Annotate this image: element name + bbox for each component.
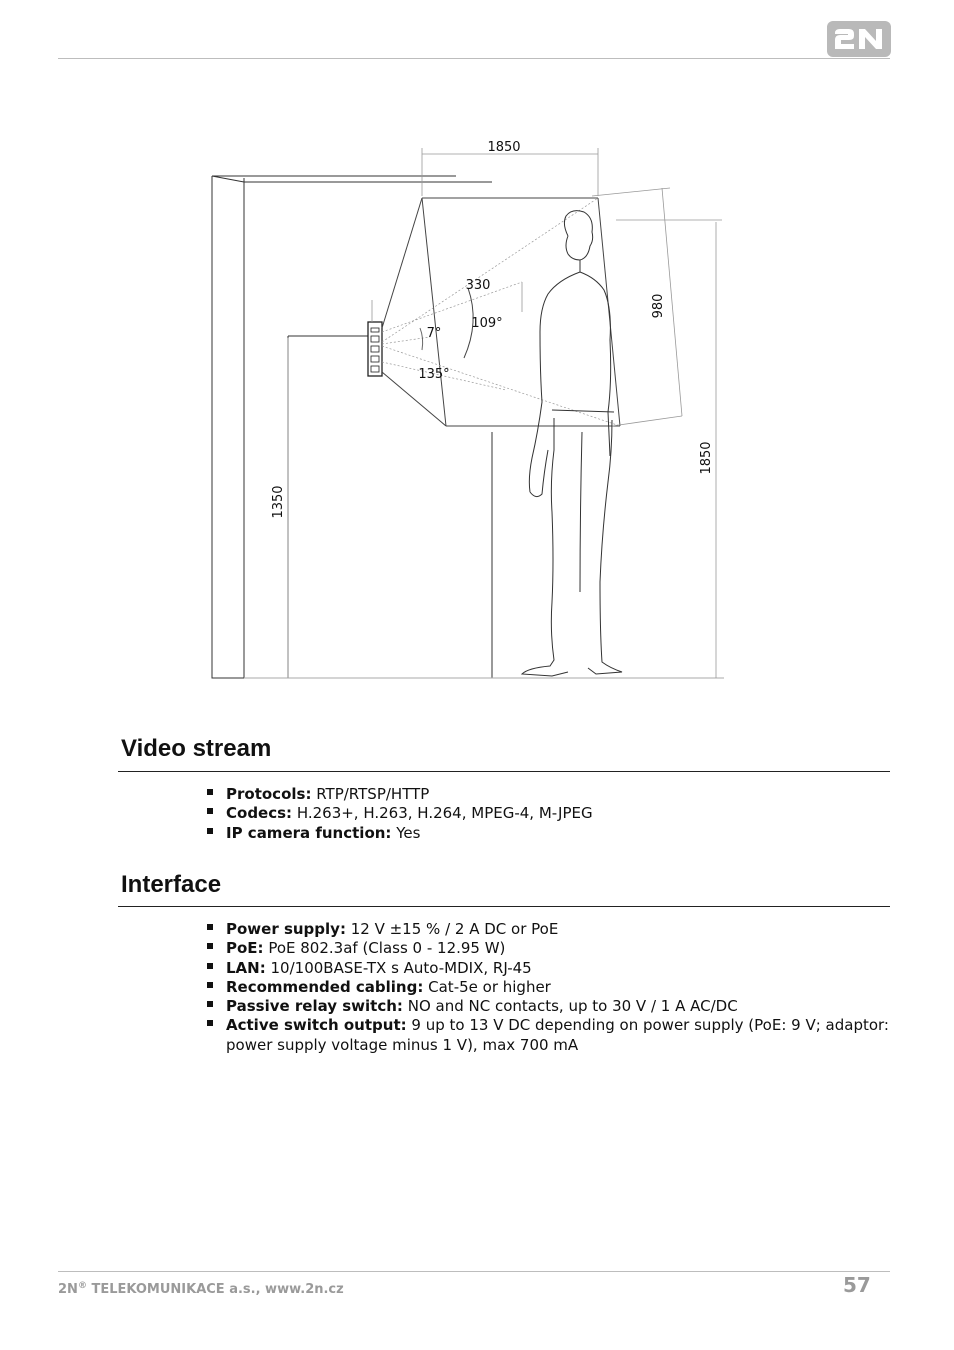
section-rule-video-stream bbox=[118, 771, 890, 772]
section-title-interface: Interface bbox=[121, 871, 222, 898]
spec-label: Codecs: bbox=[226, 804, 293, 823]
list-item bbox=[207, 804, 889, 823]
list-item bbox=[207, 939, 889, 958]
dimension-view-height-label: 980 bbox=[651, 293, 666, 319]
registered-mark: ® bbox=[77, 1281, 87, 1291]
spec-value: RTP/RTSP/HTTP bbox=[316, 785, 430, 803]
spec-label: Power supply: bbox=[226, 920, 346, 938]
spec-label: Recommended cabling: bbox=[226, 977, 424, 996]
list-item bbox=[207, 1016, 889, 1055]
video-stream-spec-list bbox=[207, 785, 889, 843]
list-item bbox=[207, 978, 889, 997]
spec-label: Protocols: bbox=[226, 785, 312, 803]
spec-label: PoE: bbox=[226, 939, 264, 958]
intercom-unit bbox=[368, 322, 382, 376]
interface-spec-list bbox=[207, 920, 889, 1055]
list-item bbox=[207, 997, 889, 1016]
spec-label: LAN: bbox=[226, 958, 266, 977]
spec-value: NO and NC contacts, up to 30 V / 1 A AC/DC bbox=[407, 997, 738, 1016]
footer-company bbox=[58, 1281, 344, 1297]
list-item bbox=[207, 785, 889, 804]
wall-outline bbox=[212, 176, 244, 678]
spec-value: 9 up to 13 V DC depending on power supply (PoE: 9 V; adaptor: power supply voltage minus 1 V), max 700 mA bbox=[226, 1016, 889, 1054]
footer-company-prefix: 2N bbox=[58, 1282, 78, 1297]
list-item bbox=[207, 959, 889, 978]
angle-vertical-label: 109° bbox=[471, 316, 503, 331]
dimension-distance-label: 330 bbox=[465, 278, 491, 293]
spec-label: Active switch output: bbox=[226, 1016, 407, 1035]
list-item bbox=[207, 824, 889, 843]
section-title-video-stream: Video stream bbox=[121, 735, 272, 762]
brand-logo bbox=[827, 21, 891, 57]
header-rule bbox=[58, 58, 890, 59]
spec-value: PoE 802.3af (Class 0 - 12.95 W) bbox=[268, 939, 506, 958]
person-figure bbox=[522, 211, 622, 676]
spec-value: H.263+, H.263, H.264, MPEG-4, M-JPEG bbox=[296, 804, 593, 823]
brand-logo-mark bbox=[832, 26, 886, 52]
installation-diagram bbox=[176, 132, 780, 682]
section-rule-interface bbox=[118, 906, 890, 907]
dimension-person-height-label: 1850 bbox=[699, 441, 714, 475]
dimension-mount-height-label: 1350 bbox=[271, 485, 286, 519]
dimension-width-label: 1850 bbox=[487, 140, 521, 155]
spec-value: 12 V ±15 % / 2 A DC or PoE bbox=[350, 920, 559, 938]
spec-label: IP camera function: bbox=[226, 823, 392, 842]
spec-label: Passive relay switch: bbox=[226, 997, 403, 1016]
list-item bbox=[207, 920, 889, 939]
page-number: 57 bbox=[843, 1273, 871, 1297]
angle-tilt-label: 7° bbox=[426, 326, 442, 341]
view-cone bbox=[382, 198, 620, 426]
footer-rule bbox=[58, 1271, 890, 1272]
angle-horizontal-label: 135° bbox=[418, 367, 450, 382]
spec-value: Yes bbox=[396, 823, 421, 842]
spec-value: 10/100BASE-TX s Auto-MDIX, RJ-45 bbox=[270, 958, 532, 977]
footer-company-rest: TELEKOMUNIKACE a.s., www.2n.cz bbox=[86, 1282, 344, 1297]
spec-value: Cat-5e or higher bbox=[428, 977, 551, 996]
